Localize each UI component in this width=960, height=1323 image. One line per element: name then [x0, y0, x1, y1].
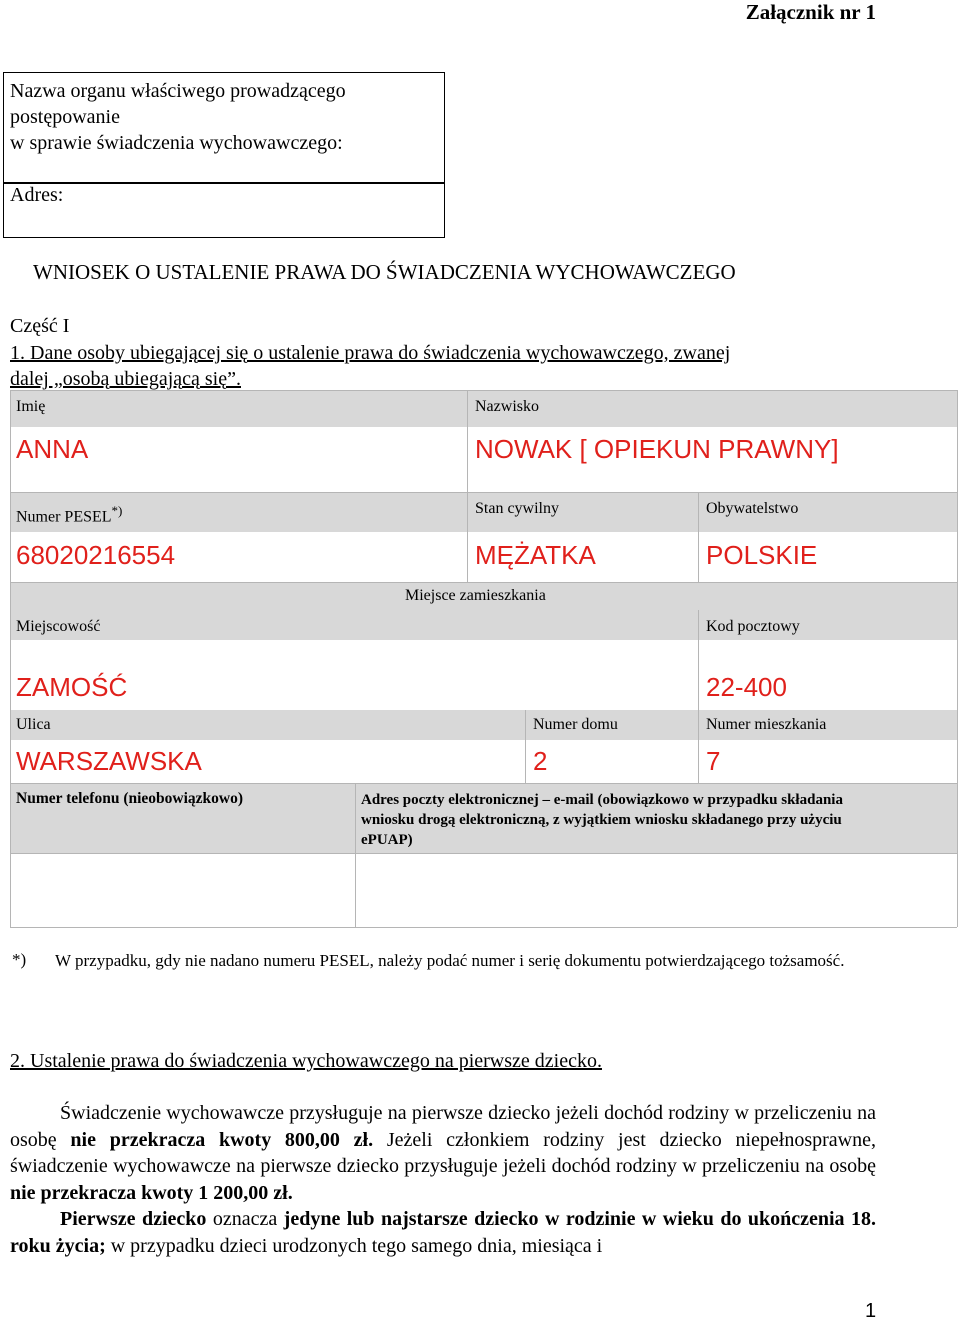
- last-name-value[interactable]: NOWAK [ OPIEKUN PRAWNY]: [475, 434, 839, 464]
- footnote-text: W przypadku, gdy nie nadano numeru PESEL, należy podać numer i serię dokumentu potwierdzającego tożsamość.: [55, 951, 845, 970]
- p2-text-b: oznacza: [206, 1208, 284, 1230]
- house-number-value[interactable]: 2: [533, 746, 548, 776]
- pesel-value[interactable]: 68020216554: [16, 540, 176, 570]
- pesel-label-text: Numer PESEL: [16, 508, 112, 526]
- authority-name-line2: postępowanie: [10, 106, 120, 128]
- pesel-footnote-mark: *): [111, 503, 123, 518]
- phone-field[interactable]: [11, 854, 354, 926]
- p1-text-c: Jeżeli członkiem rodziny jest dziecko niepełnosprawne, świadczenie wychowawcze na pierwsze dziecko przysługuje jeżeli dochód rodziny w przeliczeniu na osobę: [10, 1128, 876, 1177]
- form-title: WNIOSEK O USTALENIE PRAWA DO ŚWIADCZENIA WYCHOWAWCZEGO: [33, 260, 736, 284]
- apartment-number-value[interactable]: 7: [706, 746, 721, 776]
- p2-definition: jedyne lub najstarsze dziecko w rodzinie w wieku do ukończenia 18. roku życia;: [10, 1208, 876, 1257]
- authority-name-line1: Nazwa organu właściwego prowadzącego: [10, 80, 346, 102]
- page-number: 1: [865, 1300, 877, 1322]
- marital-status-value[interactable]: MĘŻATKA: [475, 540, 596, 570]
- first-name-label: Imię: [16, 398, 46, 415]
- authority-name: [10, 78, 430, 156]
- marital-status-label: Stan cywilny: [475, 500, 559, 517]
- section1-line2: dalej „osobą ubiegającą się”.: [10, 368, 241, 390]
- email-label: [361, 790, 951, 850]
- last-name-label: Nazwisko: [475, 398, 539, 415]
- pesel-label: [16, 503, 122, 526]
- street-value[interactable]: WARSZAWSKA: [16, 746, 202, 776]
- authority-divider: [3, 182, 445, 184]
- first-name-value[interactable]: ANNA: [16, 434, 89, 464]
- section1-heading: [10, 340, 890, 392]
- citizenship-value[interactable]: POLSKIE: [706, 540, 818, 570]
- p2-first-child: Pierwsze dziecko: [60, 1208, 207, 1230]
- p2-text-d: w przypadku dzieci urodzonych tego samego dnia, miesiąca i: [105, 1234, 603, 1257]
- section2-body: [10, 1100, 876, 1259]
- p1-threshold-1200: nie przekracza kwoty 1 200,00 zł.: [10, 1181, 293, 1204]
- email-label-line3: ePUAP): [361, 832, 413, 848]
- street-label: Ulica: [16, 716, 51, 733]
- section1-line1: 1. Dane osoby ubiegającej się o ustalenie prawa do świadczenia wychowawczego, zwanej: [10, 342, 731, 364]
- city-label: Miejscowość: [16, 618, 101, 635]
- p1-threshold-800: nie przekracza kwoty 800,00 zł.: [70, 1128, 374, 1151]
- section2-paragraph2: [10, 1206, 876, 1259]
- attachment-label: Załącznik nr 1: [745, 0, 876, 24]
- authority-name-line3: w sprawie świadczenia wychowawczego:: [10, 132, 343, 154]
- footnote-marker: *): [12, 950, 27, 969]
- email-label-line1: Adres poczty elektronicznej – e-mail (obowiązkowo w przypadku składania: [361, 792, 843, 808]
- postal-code-value[interactable]: 22-400: [706, 672, 787, 702]
- section2-heading: 2. Ustalenie prawa do świadczenia wychowawczego na pierwsze dziecko.: [10, 1050, 602, 1072]
- residence-header: Miejsce zamieszkania: [405, 587, 546, 604]
- authority-address-label: Adres:: [10, 184, 64, 206]
- citizenship-label: Obywatelstwo: [706, 500, 799, 517]
- apartment-number-label: Numer mieszkania: [706, 716, 827, 733]
- email-label-line2: wniosku drogą elektroniczną, z wyjątkiem wniosku składanego przy użyciu: [361, 812, 842, 828]
- postal-code-label: Kod pocztowy: [706, 618, 800, 635]
- section2-paragraph1: [10, 1100, 876, 1206]
- phone-label: Numer telefonu (nieobowiązkowo): [16, 790, 244, 807]
- email-field[interactable]: [356, 854, 956, 926]
- house-number-label: Numer domu: [533, 716, 618, 733]
- city-value[interactable]: ZAMOŚĆ: [16, 672, 128, 702]
- p1-text-a: Świadczenie wychowawcze przysługuje na pierwsze dziecko jeżeli dochód rodziny w przeliczeniu na osobę: [10, 1102, 876, 1151]
- part-label: Część I: [10, 315, 70, 337]
